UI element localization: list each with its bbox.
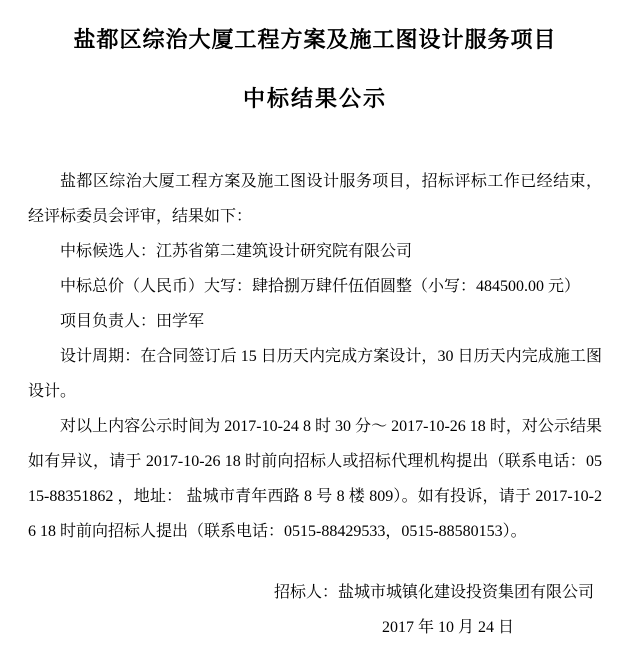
paragraph-price: 中标总价（人民币）大写：肆拾捌万肆仟伍佰圆整（小写：484500.00 元） bbox=[60, 278, 581, 295]
paragraph-winner: 中标候选人：江苏省第二建筑设计研究院有限公司 bbox=[60, 243, 413, 260]
title-block bbox=[0, 0, 630, 114]
paragraph-intro: 盐都区综治大厦工程方案及施工图设计服务项目，招标评标工作已经结束，经评标委员会评审，结果如下： bbox=[28, 173, 602, 225]
page-subtitle: 中标结果公示 bbox=[242, 86, 387, 111]
date-line: 2017 年 10 月 24 日 bbox=[381, 619, 514, 636]
paragraph-publicity: 对以上内容公示时间为 2017-10-24 8 时 30 分～ 2017-10-26 18 时，对公示结果如有异议，请于 2017-10-26 18 时前向招标人或招标代理机构提出（联系电话：0515-88351862 ，地址： 盐城市青年西路 8 号 8 楼 809）。如有投诉，请于 2017-10-26 18 时前向招标人提出（联系电话：0515-88429533，0515-88580153）。 bbox=[28, 418, 602, 540]
page-title: 盐都区综治大厦工程方案及施工图设计服务项目 bbox=[73, 27, 557, 52]
document-body bbox=[0, 164, 630, 549]
bidder-signature-line: 招标人：盐城市城镇化建设投资集团有限公司 bbox=[273, 584, 594, 601]
paragraph-schedule: 设计周期：在合同签订后 15 日历天内完成方案设计，30 日历天内完成施工图设计。 bbox=[28, 348, 602, 400]
signature-block bbox=[0, 575, 630, 645]
paragraph-leader: 项目负责人：田学军 bbox=[60, 313, 205, 330]
